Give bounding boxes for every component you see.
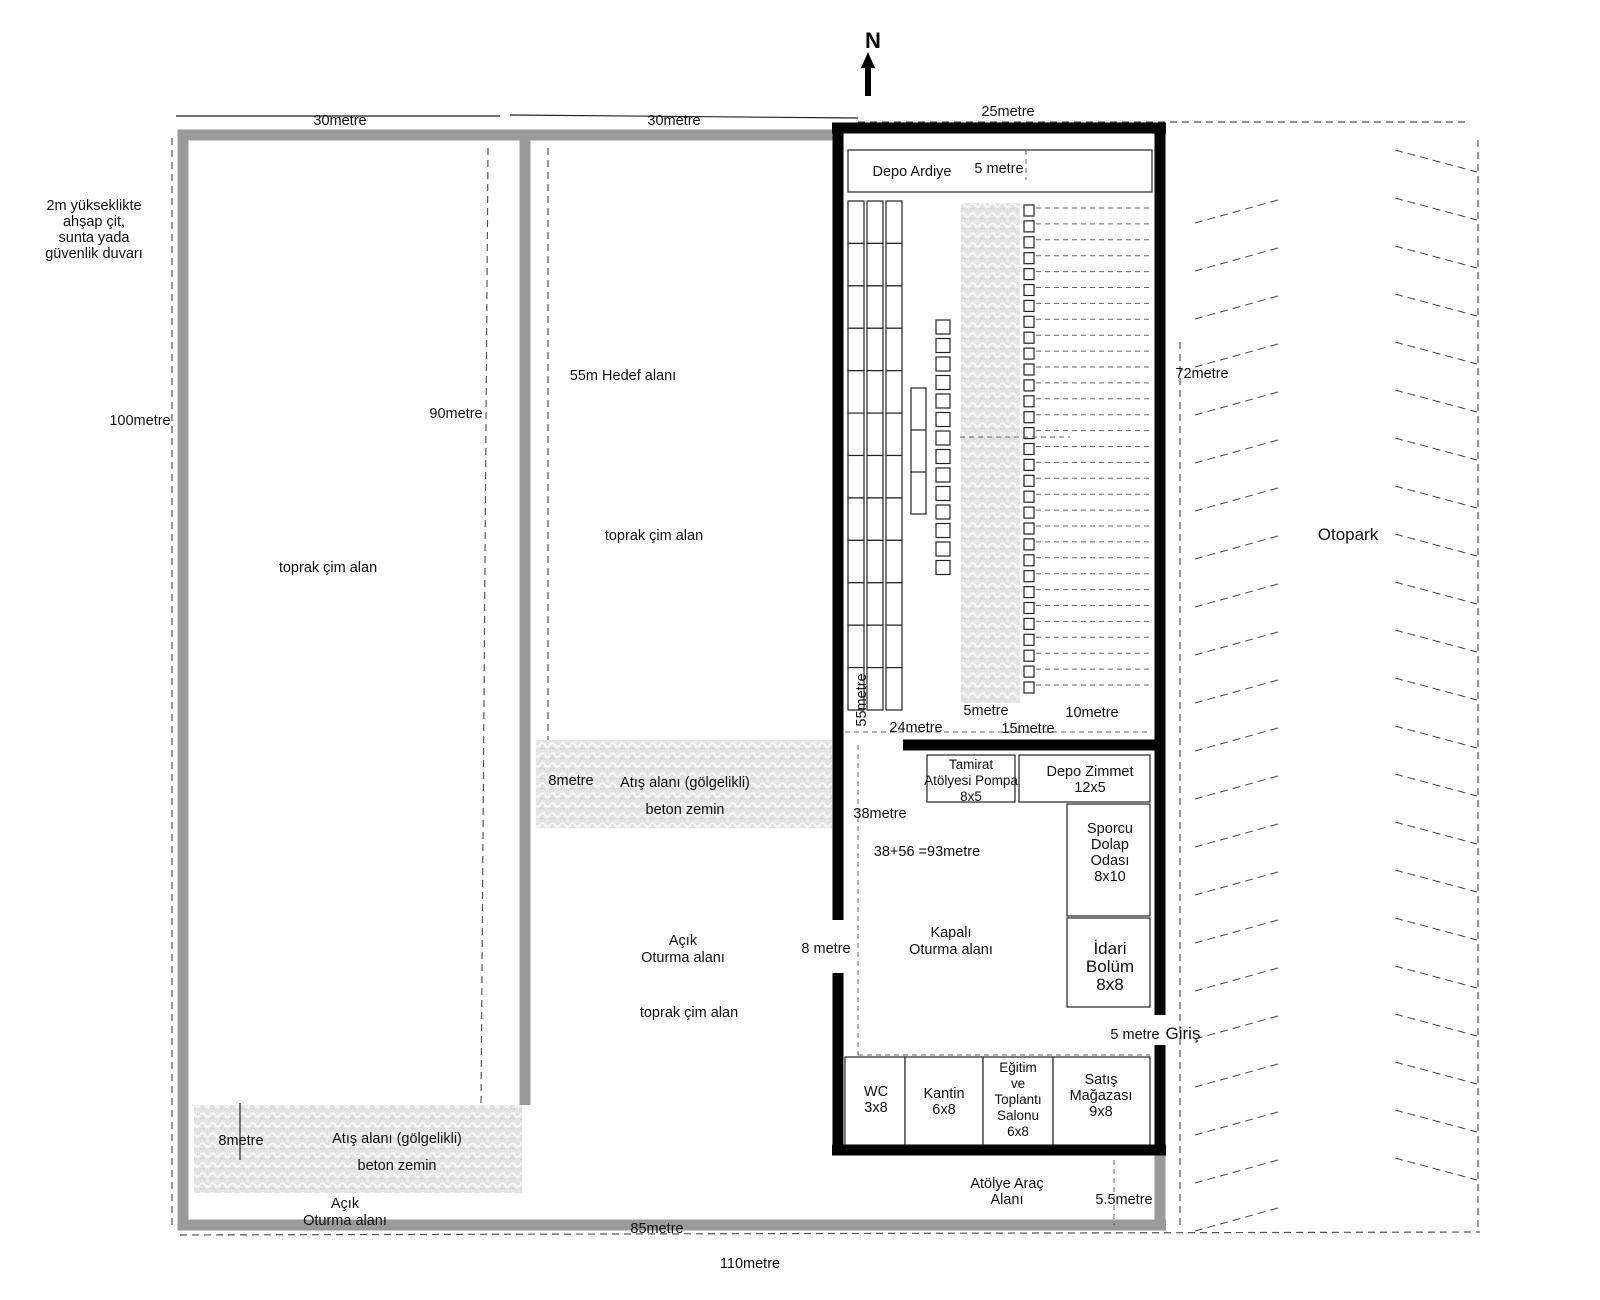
wc-label: 3x8 [864, 1100, 888, 1116]
parking-stall-right [1395, 966, 1477, 988]
target-box [1024, 618, 1034, 629]
firing-lane-cell [848, 371, 864, 413]
closed-seating: Kapalı [930, 925, 972, 941]
target-box [1024, 555, 1034, 566]
target-box [1024, 396, 1034, 407]
firing-lane-cell [848, 201, 864, 243]
parking-stall-right [1395, 1158, 1477, 1180]
target-box [1024, 348, 1034, 359]
firing-lane-cell [867, 498, 883, 540]
target-lanes [1024, 205, 1150, 693]
target-box [1024, 269, 1034, 280]
dim-workshop-depth: 5.5metre [1095, 1192, 1153, 1208]
target-box [1024, 221, 1034, 232]
vehicle-area-label: Atölye Araç [970, 1176, 1044, 1192]
shop-label: Mağazası [1069, 1088, 1133, 1104]
north-label: N [865, 28, 881, 53]
concrete-mid-label: beton zemin [645, 802, 725, 818]
target-box [1024, 412, 1034, 423]
parking-label: Otopark [1317, 525, 1379, 544]
firing-lane-cell [886, 371, 902, 413]
target-box [1024, 587, 1034, 598]
firing-lane-cell [867, 625, 883, 667]
parking-stall-right [1395, 294, 1477, 316]
shooting-mid-label: Atış alanı (gölgelikli) [620, 775, 750, 791]
dim-gap: 8 metre [801, 941, 851, 957]
target-area-label: 55m Hedef alanı [569, 368, 677, 384]
parking-stall-left [1195, 1112, 1278, 1135]
parking-stall-left [1195, 392, 1278, 415]
fence-note-line: sunta yada [58, 230, 130, 246]
firing-point-box [936, 524, 950, 538]
entrance-label: Giriş [1165, 1024, 1201, 1043]
fence-note [45, 198, 143, 262]
firing-lane-cell [886, 328, 902, 370]
canteen-label: 6x8 [932, 1102, 956, 1118]
training-label: Eğitim [999, 1060, 1037, 1075]
firing-point-box [936, 468, 950, 482]
dim-bottom-total: 110metre [719, 1256, 781, 1272]
firing-point-box [936, 376, 950, 390]
dim-aisle-width: 5metre [963, 703, 1009, 719]
parking-stall-left [1195, 632, 1278, 655]
parking-stall-right [1395, 630, 1477, 652]
firing-lane-cell [886, 201, 902, 243]
target-box [1024, 300, 1034, 311]
firing-lane-cell [886, 456, 902, 498]
parking-stall-left [1195, 1208, 1278, 1231]
center-bench [911, 388, 926, 514]
parking-stall-left [1195, 536, 1278, 559]
dim-inner-height: 90metre [429, 406, 483, 422]
firing-lane-cell [867, 328, 883, 370]
dim-building-height: 72metre [1175, 366, 1229, 382]
parking-stall-left [1195, 344, 1278, 367]
canteen-label: Kantin [923, 1086, 965, 1102]
depot-label: 12x5 [1074, 780, 1106, 796]
target-box [1024, 380, 1034, 391]
dim-lane-area-width: 24metre [889, 720, 943, 736]
firing-point-box [936, 413, 950, 427]
parking-stall-left [1195, 584, 1278, 607]
range-guide-lines [481, 148, 548, 1110]
soil-grass-mid-top-label: toprak çim alan [604, 528, 704, 544]
fence-note-line: güvenlik duvarı [45, 246, 143, 262]
firing-point-box [936, 542, 950, 556]
firing-lane-cell [867, 413, 883, 455]
locker-label: 8x10 [1094, 869, 1126, 885]
parking-stall-left [1195, 1016, 1278, 1039]
firing-lane-cell [867, 456, 883, 498]
target-box [1024, 253, 1034, 264]
parking-stall-left [1195, 1160, 1278, 1183]
admin-label: 8x8 [1096, 975, 1124, 994]
fence-note-line: ahşap çit, [62, 214, 126, 230]
dim-left-height: 100metre [109, 413, 171, 429]
parking-stall-left [1195, 200, 1278, 223]
target-box [1024, 444, 1034, 455]
firing-lane-cell [886, 668, 902, 710]
parking-stall-right [1395, 438, 1477, 460]
parking-stall-right [1395, 918, 1477, 940]
firing-points [936, 320, 950, 575]
dim-target-width: 10metre [1065, 705, 1119, 721]
target-box [1024, 523, 1034, 534]
wc-label: WC [863, 1084, 889, 1100]
soil-grass-left-label: toprak çim alan [278, 560, 378, 576]
open-seating-mid: Açık [668, 933, 698, 949]
target-box [1024, 459, 1034, 470]
parking-stall-right [1395, 870, 1477, 892]
repair-label: Tamirat [948, 757, 994, 772]
parking-stall-left [1195, 440, 1278, 463]
repair-label: 8x5 [960, 789, 982, 804]
firing-point-box [936, 450, 950, 464]
firing-point-box [936, 357, 950, 371]
firing-lane-cell [848, 583, 864, 625]
target-box [1024, 650, 1034, 661]
dim-top-building: 25metre [981, 104, 1035, 120]
shooting-area-left [194, 1105, 522, 1193]
parking-stall-right [1395, 390, 1477, 412]
firing-lane-cell [848, 625, 864, 667]
open-seating-mid: Oturma alanı [641, 950, 725, 966]
closed-seating: Oturma alanı [909, 942, 993, 958]
firing-lane-cell [886, 583, 902, 625]
site-boundary [172, 138, 1480, 1235]
parking-stall-right [1395, 1110, 1477, 1132]
firing-lane-cell [886, 625, 902, 667]
target-box [1024, 603, 1034, 614]
admin-label: Bolüm [1085, 957, 1135, 976]
firing-lane-cell [848, 540, 864, 582]
parking-stall-right [1395, 774, 1477, 796]
target-box [1024, 666, 1034, 677]
target-box [1024, 539, 1034, 550]
parking-stalls [1195, 150, 1477, 1231]
parking-stall-left [1195, 968, 1278, 991]
firing-lane-cell [886, 243, 902, 285]
parking-stall-left [1195, 680, 1278, 703]
parking-stall-right [1395, 822, 1477, 844]
parking-stall-left [1195, 872, 1278, 895]
repair-label: Atölyesi Pompa [924, 773, 1018, 788]
storage-label: Depo Ardiye [872, 164, 952, 180]
soil-grass-mid-bottom-label: toprak çim alan [639, 1005, 739, 1021]
target-aisle [961, 203, 1020, 703]
dim-bottom-wall: 85metre [630, 1221, 684, 1237]
north-arrow-icon [861, 28, 881, 96]
firing-lane-cell [867, 583, 883, 625]
firing-lane-cell [886, 498, 902, 540]
shooting-left-label: Atış alanı (gölgelikli) [332, 1131, 462, 1147]
target-box [1024, 285, 1034, 296]
parking-stall-left [1195, 776, 1278, 799]
training-label: 6x8 [1007, 1124, 1029, 1139]
firing-point-box [936, 431, 950, 445]
firing-point-box [936, 505, 950, 519]
shooting-mid-width: 8metre [548, 773, 594, 789]
locker-label: Sporcu [1087, 821, 1133, 837]
parking-stall-left [1195, 824, 1278, 847]
parking-stall-right [1395, 486, 1477, 508]
training-label: ve [1010, 1076, 1026, 1091]
target-box [1024, 507, 1034, 518]
training-label: Toplantı [994, 1092, 1042, 1107]
shop-label: 9x8 [1089, 1104, 1113, 1120]
dim-top-left: 30metre [313, 113, 367, 129]
target-box [1024, 205, 1034, 216]
parking-stall-right [1395, 342, 1477, 364]
firing-lane-cell [848, 243, 864, 285]
depot-label: Depo Zimmet [1046, 764, 1134, 780]
firing-lane-cell [848, 456, 864, 498]
parking-stall-left [1195, 488, 1278, 511]
parking-stall-right [1395, 726, 1477, 748]
target-box [1024, 682, 1034, 693]
target-box [1024, 571, 1034, 582]
firing-lanes [848, 201, 902, 710]
firing-lane-cell [848, 498, 864, 540]
parking-stall-left [1195, 1064, 1278, 1087]
locker-label: Odası [1090, 853, 1130, 869]
vehicle-area-label: Alanı [990, 1192, 1024, 1208]
dim-top-mid: 30metre [647, 113, 701, 129]
firing-lane-cell [886, 413, 902, 455]
firing-lane-cell [867, 540, 883, 582]
firing-point-box [936, 339, 950, 353]
parking-stall-right [1395, 1062, 1477, 1084]
dim-hall-sum: 38+56 =93metre [873, 844, 981, 860]
firing-lane-cell [848, 328, 864, 370]
firing-point-box [936, 320, 950, 334]
parking-stall-right [1395, 246, 1477, 268]
parking-stall-right [1395, 150, 1477, 172]
firing-point-box [936, 561, 950, 575]
training-label: Salonu [996, 1108, 1040, 1123]
fence-note-line: 2m yükseklikte [46, 198, 142, 214]
firing-lane-cell [886, 286, 902, 328]
dim-hall-length: 38metre [853, 806, 907, 822]
parking-stall-left [1195, 248, 1278, 271]
parking-stall-left [1195, 920, 1278, 943]
concrete-left-label: beton zemin [357, 1158, 437, 1174]
target-box [1024, 634, 1034, 645]
parking-stall-left [1195, 296, 1278, 319]
firing-lane-cell [867, 201, 883, 243]
firing-lane-cell [886, 540, 902, 582]
firing-lane-cell [848, 286, 864, 328]
target-box [1024, 332, 1034, 343]
dim-storage-depth: 5 metre [974, 161, 1024, 177]
parking-stall-right [1395, 582, 1477, 604]
firing-lane-cell [867, 286, 883, 328]
target-box [1024, 237, 1034, 248]
parking-stall-right [1395, 1014, 1477, 1036]
target-box [1024, 364, 1034, 375]
firing-lane-cell [867, 243, 883, 285]
parking-stall-right [1395, 534, 1477, 556]
target-box [1024, 475, 1034, 486]
open-seating-left: Oturma alanı [303, 1213, 387, 1229]
target-box [1024, 491, 1034, 502]
top-dimension-lines [176, 115, 1470, 122]
parking-stall-right [1395, 198, 1477, 220]
dim-entrance: 5 metre [1110, 1027, 1160, 1043]
firing-lane-cell [867, 371, 883, 413]
dim-lane-length: 55metre [854, 673, 870, 727]
firing-point-box [936, 394, 950, 408]
parking-stall-left [1195, 728, 1278, 751]
open-seating-left: Açık [330, 1196, 360, 1212]
locker-label: Dolap [1091, 837, 1129, 853]
parking-stall-right [1395, 678, 1477, 700]
dim-target-total: 15metre [1001, 721, 1055, 737]
shooting-left-width: 8metre [218, 1133, 264, 1149]
shop-label: Satış [1084, 1072, 1118, 1088]
firing-point-box [936, 487, 950, 501]
firing-lane-cell [848, 413, 864, 455]
admin-label: İdari [1093, 939, 1127, 958]
target-box [1024, 316, 1034, 327]
